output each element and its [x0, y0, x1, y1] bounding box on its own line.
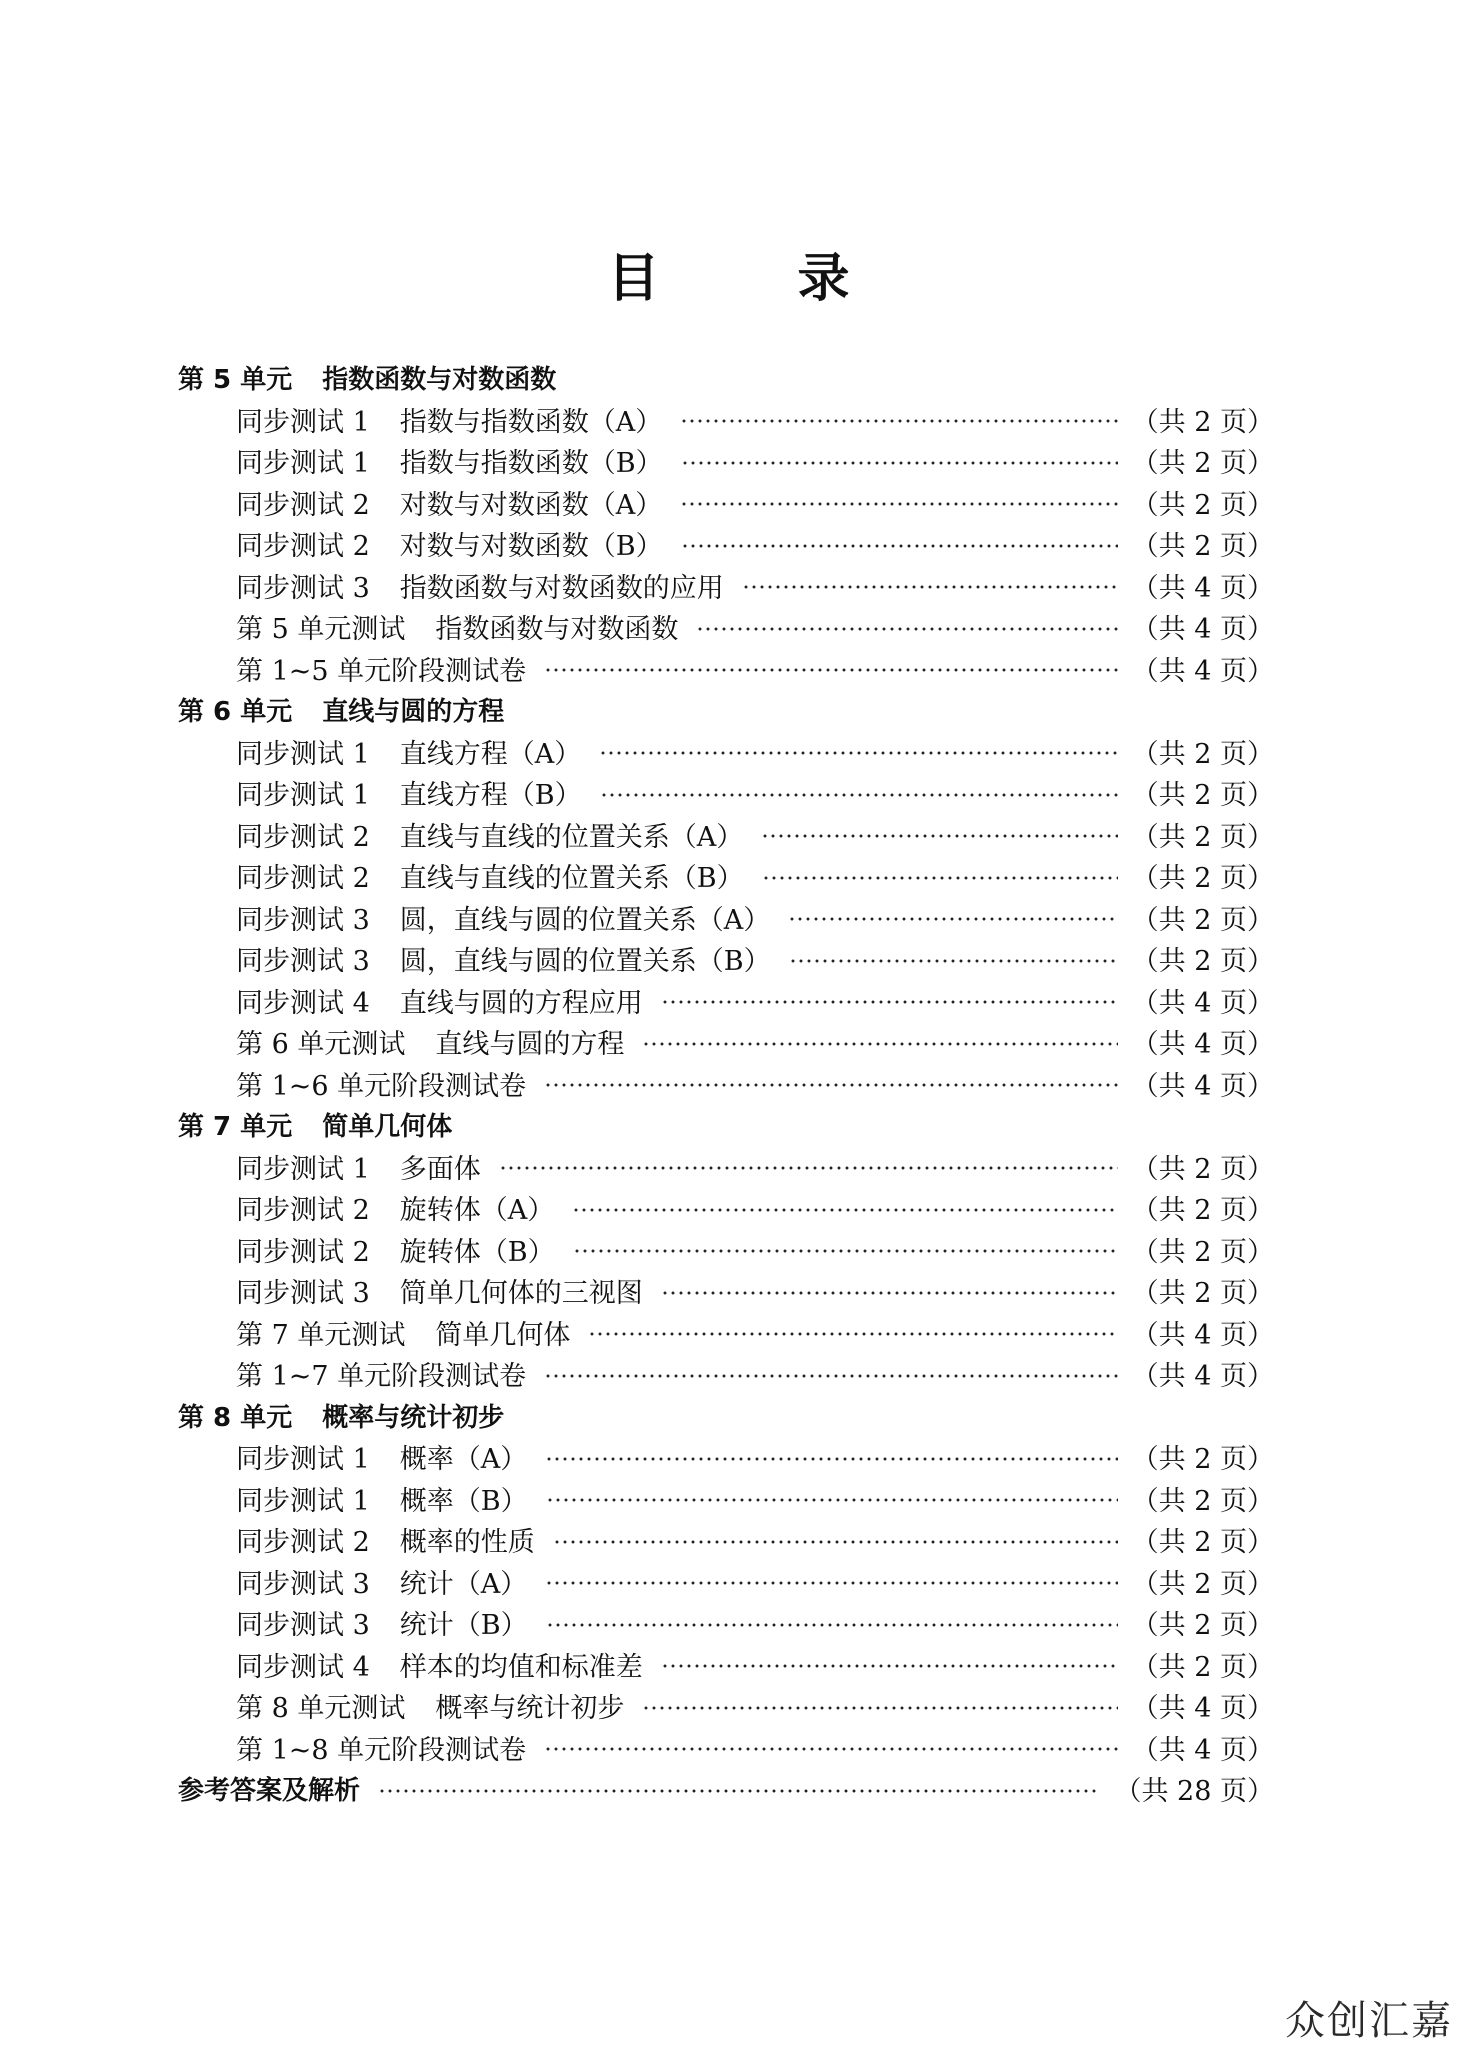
toc-entry-title: 圆，直线与圆的位置关系（B） — [399, 946, 771, 978]
toc-entry-label — [236, 524, 663, 563]
toc-entry-test-name: 同步测试 1 — [236, 1153, 370, 1185]
toc-entry[interactable] — [178, 1478, 1274, 1520]
dot-leader — [789, 955, 1118, 967]
toc-entry-title: 统计（A） — [399, 1568, 528, 1600]
dot-leader — [545, 1577, 1117, 1589]
page-title: 目 录 — [607, 249, 910, 309]
toc-entry[interactable] — [178, 1561, 1274, 1603]
toc-entry-pages: （共 2 页） — [1131, 780, 1274, 812]
watermark-logo: 众创汇嘉 — [1285, 1998, 1453, 2044]
toc-entry-title: 指数函数与对数函数 — [435, 614, 679, 646]
toc-entry-title: 概率（B） — [399, 1485, 528, 1517]
toc-entry-label — [236, 1645, 643, 1684]
dot-leader — [762, 872, 1118, 884]
toc-unit-heading-label — [178, 1106, 452, 1143]
toc-entry[interactable] — [178, 565, 1274, 607]
dot-leader — [544, 1743, 1118, 1755]
toc-entry-label — [236, 1520, 535, 1559]
unit-title: 简单几何体 — [322, 1112, 453, 1143]
toc-entry-pages: （共 2 页） — [1131, 448, 1274, 480]
dot-leader — [599, 747, 1117, 759]
toc-entry-label — [236, 1230, 555, 1269]
toc-entry-test-name: 同步测试 2 — [236, 863, 370, 895]
toc-entry-label — [236, 400, 662, 439]
dot-leader — [661, 1660, 1118, 1672]
toc-entry-label — [236, 1603, 528, 1642]
toc-entry-label — [236, 649, 526, 688]
toc-entry-title: 旋转体（B） — [399, 1236, 555, 1268]
toc-entry[interactable] — [178, 1312, 1274, 1354]
toc-entry-label — [236, 441, 663, 480]
toc-entry-pages: （共 2 页） — [1131, 1153, 1274, 1185]
toc-entry-pages: （共 4 页） — [1131, 1029, 1274, 1061]
toc-entry-title: 简单几何体 — [435, 1319, 571, 1351]
toc-entry[interactable] — [178, 814, 1274, 856]
toc-entry-pages: （共 4 页） — [1131, 655, 1274, 687]
toc-entry[interactable] — [178, 1353, 1274, 1395]
dot-leader — [642, 1038, 1117, 1050]
toc-entry-pages: （共 2 页） — [1131, 863, 1274, 895]
unit-title: 直线与圆的方程 — [322, 697, 505, 728]
toc-entry-title: 样本的均值和标准差 — [399, 1651, 643, 1683]
dot-leader — [661, 1287, 1118, 1299]
dot-leader — [553, 1536, 1118, 1548]
toc-entry-pages: （共 4 页） — [1131, 1361, 1274, 1393]
toc-entry-test-name: 同步测试 4 — [236, 987, 370, 1019]
toc-entry-pages: （共 2 页） — [1131, 821, 1274, 853]
toc-entry[interactable] — [178, 1727, 1274, 1769]
toc-entry-test-name: 第 8 单元测试 — [236, 1693, 406, 1725]
unit-number: 第 7 单元 — [178, 1112, 293, 1143]
toc-entry-label — [236, 981, 643, 1020]
dot-leader — [761, 830, 1117, 842]
toc-entry-test-name: 第 1~8 单元阶段测试卷 — [236, 1734, 527, 1766]
toc-entry-label — [236, 1686, 624, 1725]
dot-leader — [378, 1785, 1100, 1797]
toc-entry-test-name: 同步测试 1 — [236, 1444, 370, 1476]
toc-entry-test-name: 同步测试 2 — [236, 1236, 370, 1268]
toc-entry-test-name: 第 1~7 单元阶段测试卷 — [236, 1361, 527, 1393]
toc-entry[interactable] — [178, 1229, 1274, 1271]
toc-entry-pages: （共 2 页） — [1131, 1236, 1274, 1268]
toc-entry-test-name: 同步测试 1 — [236, 780, 370, 812]
toc-entry-test-name: 同步测试 1 — [236, 448, 370, 480]
toc-entry-label — [236, 1022, 624, 1061]
toc-entry-label — [236, 1562, 527, 1601]
toc-entry[interactable] — [178, 1519, 1274, 1561]
dot-leader — [544, 1370, 1118, 1382]
toc-entry-pages: （共 4 页） — [1131, 1319, 1274, 1351]
toc-unit-heading-label — [178, 1397, 504, 1434]
toc-entry-pages: （共 4 页） — [1131, 1070, 1274, 1102]
unit-number: 第 5 单元 — [178, 365, 293, 396]
toc-entry[interactable] — [178, 648, 1274, 690]
dot-leader — [680, 415, 1117, 427]
toc-entry-test-name: 同步测试 2 — [236, 489, 370, 521]
toc-entry-test-name: 同步测试 1 — [236, 738, 370, 770]
toc-entry-title: 指数与指数函数（B） — [399, 448, 663, 480]
dot-leader — [696, 623, 1117, 635]
toc-entry-test-name: 同步测试 3 — [236, 904, 370, 936]
toc-entry-test-name: 第 1~5 单元阶段测试卷 — [236, 655, 527, 687]
dot-leader — [661, 996, 1118, 1008]
dot-leader — [600, 789, 1118, 801]
toc-entry-label — [236, 898, 770, 937]
toc-entry[interactable] — [178, 1146, 1274, 1188]
toc-entry[interactable] — [178, 1063, 1274, 1105]
toc-entry-test-name: 同步测试 3 — [236, 1610, 370, 1642]
toc-entry-title: 直线方程（A） — [399, 738, 582, 770]
toc-entry[interactable] — [178, 1270, 1274, 1312]
toc-entry-test-name: 同步测试 1 — [236, 406, 370, 438]
toc-entry[interactable] — [178, 1602, 1274, 1644]
toc-entry[interactable] — [178, 606, 1274, 648]
toc-entry-pages: （共 2 页） — [1131, 531, 1274, 563]
unit-title: 概率与统计初步 — [322, 1402, 505, 1433]
toc-unit-heading[interactable] — [178, 689, 1274, 731]
toc-entry-label — [236, 607, 678, 646]
toc-entry[interactable] — [178, 772, 1274, 814]
toc-entry-pages: （共 2 页） — [1131, 1610, 1274, 1642]
toc-entry[interactable] — [178, 399, 1274, 441]
toc-entry[interactable] — [178, 897, 1274, 939]
toc-entry[interactable] — [178, 1644, 1274, 1686]
toc-entry-label — [236, 566, 724, 605]
dot-leader — [742, 581, 1118, 593]
dot-leader — [642, 1702, 1117, 1714]
toc-entry-title: 指数函数与对数函数的应用 — [399, 572, 724, 604]
toc-entry-title: 多面体 — [399, 1153, 481, 1185]
toc-entry-pages: （共 4 页） — [1131, 1693, 1274, 1725]
toc-entry-pages: （共 2 页） — [1131, 489, 1274, 521]
toc-entry-pages: （共 2 页） — [1131, 1651, 1274, 1683]
toc-entry-test-name: 同步测试 3 — [236, 1568, 370, 1600]
toc-entry-label — [236, 1188, 554, 1227]
dot-leader — [681, 540, 1118, 552]
toc-entry-pages: （共 4 页） — [1131, 987, 1274, 1019]
toc-entry-pages: （共 2 页） — [1131, 1444, 1274, 1476]
toc-entry-label — [236, 1728, 526, 1767]
toc-entry-title: 对数与对数函数（B） — [399, 531, 663, 563]
toc-unit-heading[interactable] — [178, 1104, 1274, 1146]
toc-entry-test-name: 同步测试 2 — [236, 1195, 370, 1227]
toc-entry-title: 对数与对数函数（A） — [399, 489, 663, 521]
toc-entry-pages: （共 4 页） — [1131, 614, 1274, 646]
unit-number: 第 8 单元 — [178, 1402, 293, 1433]
toc-entry-label — [236, 856, 744, 895]
toc-entry[interactable] — [178, 523, 1274, 565]
toc-unit-heading[interactable] — [178, 1395, 1274, 1437]
toc-entry[interactable] — [178, 1436, 1274, 1478]
dot-leader — [788, 913, 1117, 925]
dot-leader — [573, 1245, 1118, 1257]
table-of-contents — [178, 357, 1274, 1810]
toc-entry-pages: （共 2 页） — [1131, 738, 1274, 770]
toc-entry[interactable] — [178, 855, 1274, 897]
toc-entry-title: 统计（B） — [399, 1610, 528, 1642]
toc-entry-title: 圆，直线与圆的位置关系（A） — [399, 904, 771, 936]
toc-entry-title: 直线与直线的位置关系（B） — [399, 863, 744, 895]
toc-entry[interactable] — [178, 1187, 1274, 1229]
dot-leader — [572, 1204, 1117, 1216]
toc-entry-test-name: 同步测试 2 — [236, 531, 370, 563]
toc-entry-test-name: 同步测试 3 — [236, 1278, 370, 1310]
toc-entry-pages: （共 4 页） — [1131, 1734, 1274, 1766]
toc-entry-pages: （共 2 页） — [1131, 1278, 1274, 1310]
dot-leader — [681, 457, 1118, 469]
toc-unit-heading-label — [178, 691, 504, 728]
dot-leader — [546, 1494, 1118, 1506]
toc-entry-pages: （共 2 页） — [1131, 946, 1274, 978]
dot-leader — [680, 498, 1117, 510]
toc-entry-label — [236, 1437, 527, 1476]
toc-entry-test-name: 第 5 单元测试 — [236, 614, 406, 646]
toc-entry[interactable] — [178, 731, 1274, 773]
toc-entry-label — [236, 939, 771, 978]
toc-entry-test-name: 同步测试 2 — [236, 1527, 370, 1559]
toc-entry[interactable] — [178, 1021, 1274, 1063]
toc-entry[interactable] — [178, 482, 1274, 524]
dot-leader — [545, 1453, 1117, 1465]
dot-leader — [499, 1162, 1118, 1174]
dot-leader — [546, 1619, 1118, 1631]
toc-entry-label — [236, 773, 582, 812]
toc-entry-title: 直线与圆的方程 — [435, 1029, 625, 1061]
unit-number: 第 6 单元 — [178, 697, 293, 728]
toc-entry-title: 概率的性质 — [399, 1527, 535, 1559]
toc-entry-test-name: 同步测试 4 — [236, 1651, 370, 1683]
toc-entry-pages: （共 2 页） — [1131, 1195, 1274, 1227]
unit-title: 指数函数与对数函数 — [322, 365, 557, 396]
toc-entry-test-name: 同步测试 1 — [236, 1485, 370, 1517]
toc-entry[interactable] — [178, 1685, 1274, 1727]
toc-entry-label — [236, 732, 581, 771]
toc-entry-pages: （共 2 页） — [1131, 1568, 1274, 1600]
toc-entry-test-name: 第 1~6 单元阶段测试卷 — [236, 1070, 527, 1102]
toc-entry-test-name: 同步测试 3 — [236, 946, 370, 978]
toc-answers-label: 参考答案及解析 — [178, 1776, 361, 1807]
toc-entry[interactable] — [178, 440, 1274, 482]
toc-entry-label — [236, 1479, 528, 1518]
toc-entry-pages: （共 2 页） — [1131, 904, 1274, 936]
toc-entry-label — [236, 815, 743, 854]
toc-entry-test-name: 同步测试 2 — [236, 821, 370, 853]
toc-answers-row[interactable] — [178, 1768, 1274, 1810]
toc-entry-pages: （共 2 页） — [1131, 1527, 1274, 1559]
toc-unit-heading[interactable] — [178, 357, 1274, 399]
toc-entry-title: 直线与圆的方程应用 — [399, 987, 643, 1019]
toc-entry[interactable] — [178, 980, 1274, 1022]
toc-entry-label — [236, 1354, 526, 1393]
toc-entry-test-name: 同步测试 3 — [236, 572, 370, 604]
toc-entry-title: 直线与直线的位置关系（A） — [399, 821, 744, 853]
toc-unit-heading-label — [178, 359, 556, 396]
toc-entry-title: 概率与统计初步 — [435, 1693, 625, 1725]
toc-entry-title: 旋转体（A） — [399, 1195, 555, 1227]
toc-entry-label — [236, 1147, 481, 1186]
toc-entry-label — [236, 1271, 643, 1310]
toc-entry-title: 指数与指数函数（A） — [399, 406, 663, 438]
dot-leader — [544, 664, 1118, 676]
toc-answers-pages: （共 28 页） — [1114, 1776, 1274, 1808]
toc-entry-test-name: 第 7 单元测试 — [236, 1319, 406, 1351]
toc-entry-pages: （共 4 页） — [1131, 572, 1274, 604]
toc-entry-title: 概率（A） — [399, 1444, 528, 1476]
dot-leader — [588, 1328, 1117, 1340]
toc-entry-label — [236, 1313, 570, 1352]
toc-entry-pages: （共 2 页） — [1131, 406, 1274, 438]
toc-entry-title: 直线方程（B） — [399, 780, 582, 812]
toc-entry-label — [236, 1064, 526, 1103]
toc-entry-pages: （共 2 页） — [1131, 1485, 1274, 1517]
toc-entry[interactable] — [178, 938, 1274, 980]
toc-entry-title: 简单几何体的三视图 — [399, 1278, 643, 1310]
dot-leader — [544, 1079, 1118, 1091]
toc-entry-test-name: 第 6 单元测试 — [236, 1029, 406, 1061]
toc-entry-label — [236, 483, 662, 522]
